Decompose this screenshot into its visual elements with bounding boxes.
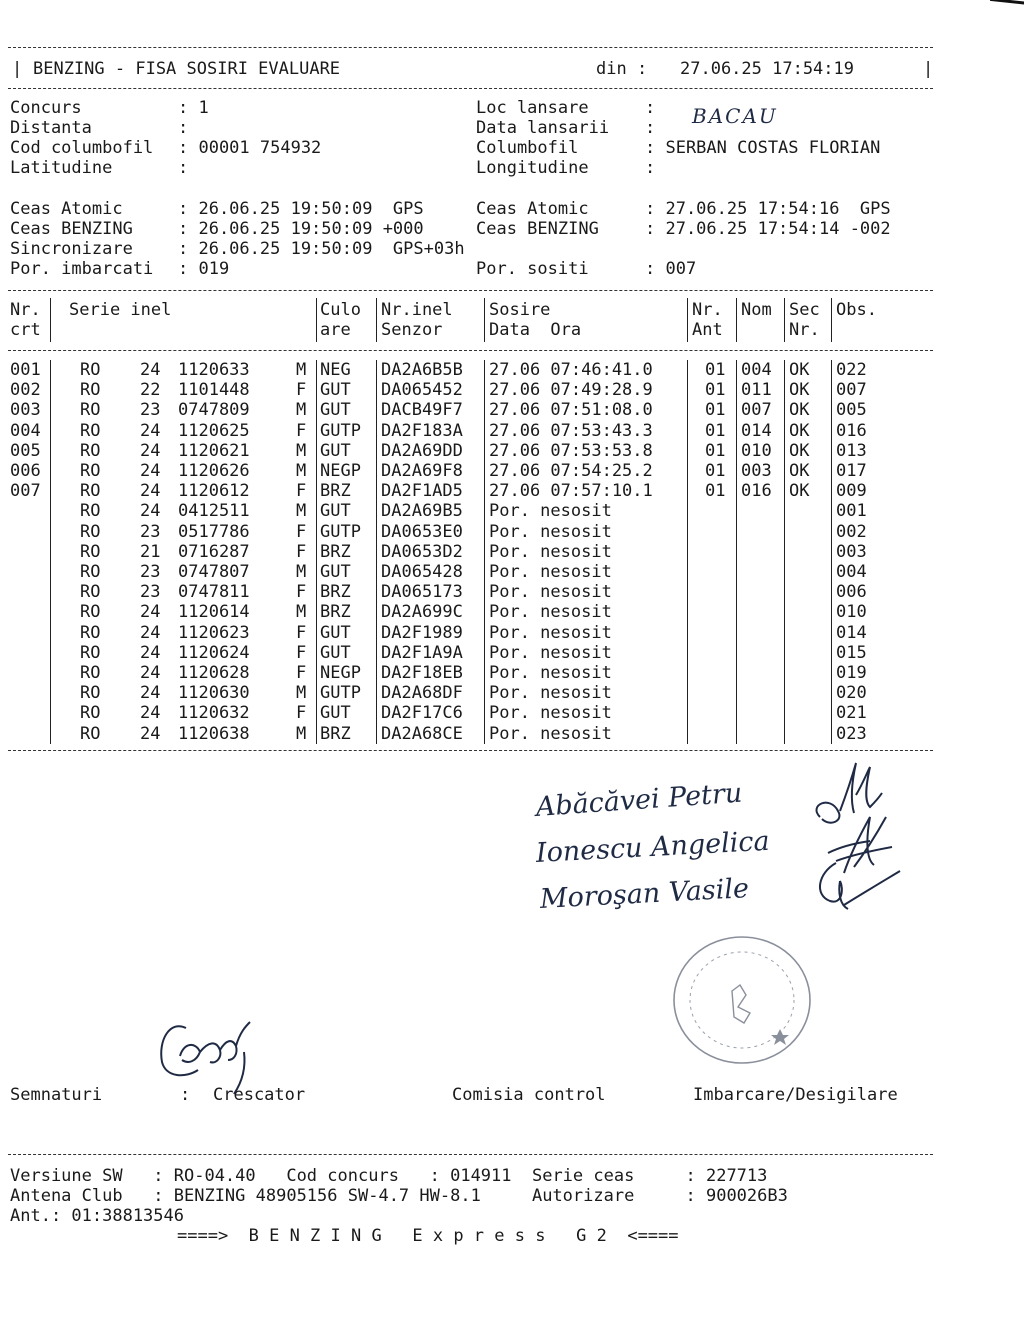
cell-sensor: DA2F1AD5 [381, 481, 463, 502]
cell-sensor: DA2A699C [381, 602, 463, 623]
col-sep-header [831, 298, 832, 342]
col-header-nr: Nr. [10, 300, 41, 320]
signatures-colon: : [180, 1085, 191, 1105]
cell-ring: 0747811 [178, 582, 250, 603]
clock-value: : 26.06.25 19:50:09 GPS [178, 199, 424, 219]
cell-obs: 016 [836, 420, 867, 441]
col-header-culo: Culo [320, 300, 361, 320]
cell-country: RO [80, 582, 101, 603]
col-header-ant: Ant [692, 320, 723, 340]
clock-value: : 26.06.25 19:50:09 GPS+03h [178, 239, 465, 259]
col-header-nrinel: Nr.inel [381, 300, 453, 320]
cell-ring: 1120621 [178, 440, 250, 461]
cell-sensor: DA2A6B5B [381, 360, 463, 380]
cell-sex: F [296, 521, 307, 542]
col-sep-header [687, 298, 688, 342]
cell-arrival: Por. nesosit [489, 541, 612, 562]
cell-obs: 013 [836, 440, 867, 461]
cell-sensor: DA2A69F8 [381, 461, 463, 481]
cell-sex: F [296, 481, 307, 502]
cell-year: 24 [140, 683, 161, 704]
page-title: BENZING - FISA SOSIRI EVALUARE [33, 59, 341, 79]
cell-ant: 01 [705, 400, 726, 421]
footer-software-line: Versiune SW : RO-04.40 Cod concurs : 014911 Serie ceas : 227713 [10, 1166, 768, 1186]
clock-value: : 27.06.25 17:54:16 GPS [645, 199, 891, 219]
col-sep-header [484, 298, 485, 342]
cell-sensor: DA0653E0 [381, 521, 463, 542]
cell-year: 24 [140, 723, 161, 744]
cell-arrival: Por. nesosit [489, 683, 612, 704]
info-value: : SERBAN COSTAS FLORIAN [645, 138, 881, 158]
clock-label: Por. sositi [476, 259, 620, 279]
cell-crt: 005 [10, 440, 41, 461]
cell-obs: 009 [836, 481, 867, 502]
col-header-sosire: Sosire [489, 300, 551, 320]
cell-year: 24 [140, 461, 161, 481]
handwritten-commission-name-3: Moroşan Vasile [539, 873, 750, 915]
info-value: : [645, 118, 656, 138]
cell-color: BRZ [320, 602, 351, 623]
cell-sec: OK [789, 360, 810, 380]
cell-sex: M [296, 562, 307, 582]
clock-value: : 007 [645, 259, 697, 279]
cell-sec: OK [789, 461, 810, 481]
cell-color: BRZ [320, 541, 351, 562]
cell-sensor: DA065173 [381, 582, 463, 603]
signatures-label: Semnaturi [10, 1085, 103, 1105]
table-bottom-rule [8, 750, 933, 751]
cell-crt: 001 [10, 360, 41, 380]
cell-sec: OK [789, 380, 810, 401]
cell-obs: 010 [836, 602, 867, 623]
cell-sensor: DA2A69DD [381, 440, 463, 461]
cell-ant: 01 [705, 461, 726, 481]
cell-year: 24 [140, 663, 161, 683]
cell-sex: F [296, 663, 307, 683]
cell-nom: 004 [741, 360, 772, 380]
cell-country: RO [80, 642, 101, 663]
cell-country: RO [80, 461, 101, 481]
col-sep [784, 360, 785, 744]
info-value: : [178, 118, 189, 138]
cell-color: NEGP [320, 461, 361, 481]
cell-sensor: DA065428 [381, 562, 463, 582]
cell-arrival: Por. nesosit [489, 663, 612, 683]
col-sep-header [50, 298, 51, 342]
cell-country: RO [80, 440, 101, 461]
cell-country: RO [80, 420, 101, 441]
cell-arrival: 27.06 07:49:28.9 [489, 380, 653, 401]
cell-country: RO [80, 400, 101, 421]
clock-value: : 27.06.25 17:54:14 -002 [645, 219, 891, 239]
col-sep [316, 360, 317, 744]
cell-crt: 007 [10, 481, 41, 502]
cell-year: 24 [140, 420, 161, 441]
cell-obs: 014 [836, 622, 867, 643]
cell-sensor: DA2A68DF [381, 683, 463, 704]
col-header-crt: crt [10, 320, 41, 340]
cell-sensor: DA065452 [381, 380, 463, 401]
cell-sex: F [296, 380, 307, 401]
cell-nom: 010 [741, 440, 772, 461]
cell-sensor: DA2F1A9A [381, 642, 463, 663]
clock-label: Ceas BENZING [476, 219, 620, 239]
info-label: Loc lansare [476, 98, 620, 118]
cell-color: GUT [320, 501, 351, 522]
cell-sensor: DA2F183A [381, 420, 463, 441]
cell-color: GUT [320, 380, 351, 401]
cell-country: RO [80, 602, 101, 623]
cell-sex: M [296, 501, 307, 522]
info-value: : [645, 158, 656, 178]
clock-label: Ceas BENZING [10, 219, 154, 239]
cell-sex: M [296, 400, 307, 421]
cell-color: GUT [320, 642, 351, 663]
cell-arrival: 27.06 07:46:41.0 [489, 360, 653, 380]
cell-ring: 0517786 [178, 521, 250, 542]
cell-ring: 1120625 [178, 420, 250, 441]
info-label: Longitudine [476, 158, 620, 178]
cell-ring: 1120626 [178, 461, 250, 481]
cell-year: 21 [140, 541, 161, 562]
cell-obs: 023 [836, 723, 867, 744]
cell-arrival: Por. nesosit [489, 602, 612, 623]
cell-year: 23 [140, 562, 161, 582]
header-bar-left: | [12, 59, 23, 79]
cell-color: GUT [320, 562, 351, 582]
cell-crt: 002 [10, 380, 41, 401]
cell-ring: 1120633 [178, 360, 250, 380]
col-header-sec: Sec [789, 300, 820, 320]
cell-arrival: Por. nesosit [489, 582, 612, 603]
cell-ant: 01 [705, 440, 726, 461]
col-header-sec-nr: Nr. [789, 320, 820, 340]
cell-sex: F [296, 582, 307, 603]
signature-imbarcare-label: Imbarcare/Desigilare [693, 1085, 898, 1105]
cell-sex: M [296, 683, 307, 704]
info-value: : [178, 158, 189, 178]
cell-year: 24 [140, 481, 161, 502]
cell-sex: F [296, 622, 307, 643]
col-sep-header [736, 298, 737, 342]
cell-ring: 1120630 [178, 683, 250, 704]
cell-ant: 01 [705, 420, 726, 441]
cell-color: BRZ [320, 582, 351, 603]
col-header-nom: Nom [741, 300, 772, 320]
cell-ant: 01 [705, 481, 726, 502]
clock-value: : 019 [178, 259, 230, 279]
col-sep [736, 360, 737, 744]
cell-arrival: Por. nesosit [489, 723, 612, 744]
col-sep-header [376, 298, 377, 342]
header-top-rule [8, 47, 933, 48]
cell-sex: M [296, 440, 307, 461]
header-bar-right: | [923, 59, 934, 79]
col-header-are: are [320, 320, 351, 340]
cell-color: BRZ [320, 723, 351, 744]
col-sep [50, 360, 51, 744]
cell-crt: 003 [10, 400, 41, 421]
cell-nom: 011 [741, 380, 772, 401]
cell-sensor: DA2A68CE [381, 723, 463, 744]
cell-nom: 007 [741, 400, 772, 421]
cell-sensor: DA2F18EB [381, 663, 463, 683]
cell-year: 22 [140, 380, 161, 401]
col-header-senzor: Senzor [381, 320, 443, 340]
info-label: Latitudine [10, 158, 144, 178]
info-label: Columbofil [476, 138, 620, 158]
scan-edge-mark [990, 0, 1024, 5]
cell-obs: 004 [836, 562, 867, 582]
col-header-data-ora: Data Ora [489, 320, 582, 340]
cell-arrival: Por. nesosit [489, 501, 612, 522]
cell-obs: 005 [836, 400, 867, 421]
footer-ant-line: Ant.: 01:38813546 [10, 1206, 184, 1226]
cell-color: NEG [320, 360, 351, 380]
cell-ring: 0747807 [178, 562, 250, 582]
cell-obs: 019 [836, 663, 867, 683]
cell-color: GUT [320, 400, 351, 421]
signature-comisia-label: Comisia control [452, 1085, 606, 1105]
cell-sex: F [296, 703, 307, 724]
signature-crescator-label: Crescator [213, 1085, 306, 1105]
cell-ant: 01 [705, 360, 726, 380]
cell-year: 23 [140, 582, 161, 603]
cell-ring: 1120614 [178, 602, 250, 623]
cell-ring: 1120628 [178, 663, 250, 683]
header-date-value: 27.06.25 17:54:19 [680, 59, 854, 79]
clock-label: Sincronizare [10, 239, 154, 259]
cell-sec: OK [789, 420, 810, 441]
cell-sensor: DACB49F7 [381, 400, 463, 421]
col-sep [687, 360, 688, 744]
cell-country: RO [80, 481, 101, 502]
cell-country: RO [80, 541, 101, 562]
cell-arrival: 27.06 07:53:53.8 [489, 440, 653, 461]
cell-arrival: 27.06 07:54:25.2 [489, 461, 653, 481]
cell-year: 24 [140, 501, 161, 522]
cell-year: 24 [140, 622, 161, 643]
cell-color: GUT [320, 440, 351, 461]
cell-year: 24 [140, 642, 161, 663]
cell-obs: 002 [836, 521, 867, 542]
cell-color: GUTP [320, 521, 361, 542]
col-sep [831, 360, 832, 744]
cell-nom: 014 [741, 420, 772, 441]
cell-obs: 017 [836, 461, 867, 481]
col-sep-header [784, 298, 785, 342]
cell-sec: OK [789, 481, 810, 502]
cell-country: RO [80, 562, 101, 582]
cell-obs: 003 [836, 541, 867, 562]
cell-sensor: DA2F1989 [381, 622, 463, 643]
club-stamp-graphic [670, 933, 815, 1068]
cell-crt: 004 [10, 420, 41, 441]
cell-sex: M [296, 461, 307, 481]
cell-country: RO [80, 703, 101, 724]
cell-color: GUTP [320, 683, 361, 704]
cell-nom: 003 [741, 461, 772, 481]
footer-top-rule [8, 1154, 933, 1155]
cell-year: 24 [140, 440, 161, 461]
info-label: Distanta [10, 118, 144, 138]
cell-sensor: DA0653D2 [381, 541, 463, 562]
cell-country: RO [80, 380, 101, 401]
cell-ring: 1120612 [178, 481, 250, 502]
info-value: : [645, 98, 656, 118]
col-header-obs: Obs. [836, 300, 877, 320]
table-header-rule [8, 350, 933, 351]
cell-sex: M [296, 723, 307, 744]
cell-year: 23 [140, 521, 161, 542]
footer-antenna-line: Antena Club : BENZING 48905156 SW-4.7 HW-8.1 Autorizare : 900026B3 [10, 1186, 788, 1206]
cell-sex: F [296, 642, 307, 663]
cell-year: 24 [140, 602, 161, 623]
cell-nom: 016 [741, 481, 772, 502]
cell-arrival: 27.06 07:57:10.1 [489, 481, 653, 502]
table-top-rule [8, 290, 933, 291]
cell-obs: 015 [836, 642, 867, 663]
cell-color: GUT [320, 622, 351, 643]
cell-arrival: Por. nesosit [489, 521, 612, 542]
handwritten-release-location: BACAU [692, 104, 778, 128]
info-value: : 1 [178, 98, 209, 118]
cell-country: RO [80, 683, 101, 704]
col-sep [484, 360, 485, 744]
footer-banner: ====> B E N Z I N G E x p r e s s G 2 <==== [177, 1226, 679, 1246]
info-label: Data lansarii [476, 118, 620, 138]
cell-sensor: DA2F17C6 [381, 703, 463, 724]
cell-year: 23 [140, 400, 161, 421]
clock-label: Ceas Atomic [476, 199, 620, 219]
cell-arrival: 27.06 07:51:08.0 [489, 400, 653, 421]
cell-ant: 01 [705, 380, 726, 401]
cell-country: RO [80, 622, 101, 643]
header-date-label: din : [596, 59, 648, 79]
cell-obs: 020 [836, 683, 867, 704]
cell-sex: F [296, 420, 307, 441]
cell-country: RO [80, 501, 101, 522]
cell-country: RO [80, 521, 101, 542]
cell-sec: OK [789, 400, 810, 421]
cell-arrival: Por. nesosit [489, 642, 612, 663]
cell-crt: 006 [10, 461, 41, 481]
handwritten-commission-name-2: Ionescu Angelica [535, 825, 771, 869]
info-value: : 00001 754932 [178, 138, 322, 158]
cell-obs: 022 [836, 360, 867, 380]
clock-label: Ceas Atomic [10, 199, 154, 219]
cell-arrival: 27.06 07:53:43.3 [489, 420, 653, 441]
cell-year: 24 [140, 703, 161, 724]
info-label: Cod columbofil [10, 138, 154, 158]
cell-arrival: Por. nesosit [489, 622, 612, 643]
handwritten-commission-name-1: Abăcăvei Petru [534, 777, 744, 823]
info-label: Concurs [10, 98, 144, 118]
clock-value: : 26.06.25 19:50:09 +000 [178, 219, 424, 239]
col-sep-header [316, 298, 317, 342]
cell-arrival: Por. nesosit [489, 562, 612, 582]
cell-color: NEGP [320, 663, 361, 683]
col-sep [376, 360, 377, 744]
cell-ring: 1120624 [178, 642, 250, 663]
cell-ring: 0716287 [178, 541, 250, 562]
commission-signatures-graphic [800, 755, 920, 925]
cell-sec: OK [789, 440, 810, 461]
cell-color: GUT [320, 703, 351, 724]
cell-ring: 0747809 [178, 400, 250, 421]
cell-country: RO [80, 663, 101, 683]
cell-color: GUTP [320, 420, 361, 441]
cell-ring: 1101448 [178, 380, 250, 401]
cell-country: RO [80, 360, 101, 380]
cell-sex: M [296, 602, 307, 623]
cell-obs: 001 [836, 501, 867, 522]
cell-arrival: Por. nesosit [489, 703, 612, 724]
cell-ring: 1120638 [178, 723, 250, 744]
col-header-nr-ant: Nr. [692, 300, 723, 320]
cell-color: BRZ [320, 481, 351, 502]
clock-label: Por. imbarcati [10, 259, 154, 279]
cell-ring: 1120632 [178, 703, 250, 724]
cell-obs: 007 [836, 380, 867, 401]
col-header-serie: Serie inel [69, 300, 172, 320]
cell-sensor: DA2A69B5 [381, 501, 463, 522]
header-bottom-rule [8, 88, 933, 89]
cell-obs: 006 [836, 582, 867, 603]
cell-country: RO [80, 723, 101, 744]
cell-ring: 1120623 [178, 622, 250, 643]
cell-ring: 0412511 [178, 501, 250, 522]
cell-year: 24 [140, 360, 161, 380]
cell-sex: M [296, 360, 307, 380]
cell-obs: 021 [836, 703, 867, 724]
cell-sex: F [296, 541, 307, 562]
